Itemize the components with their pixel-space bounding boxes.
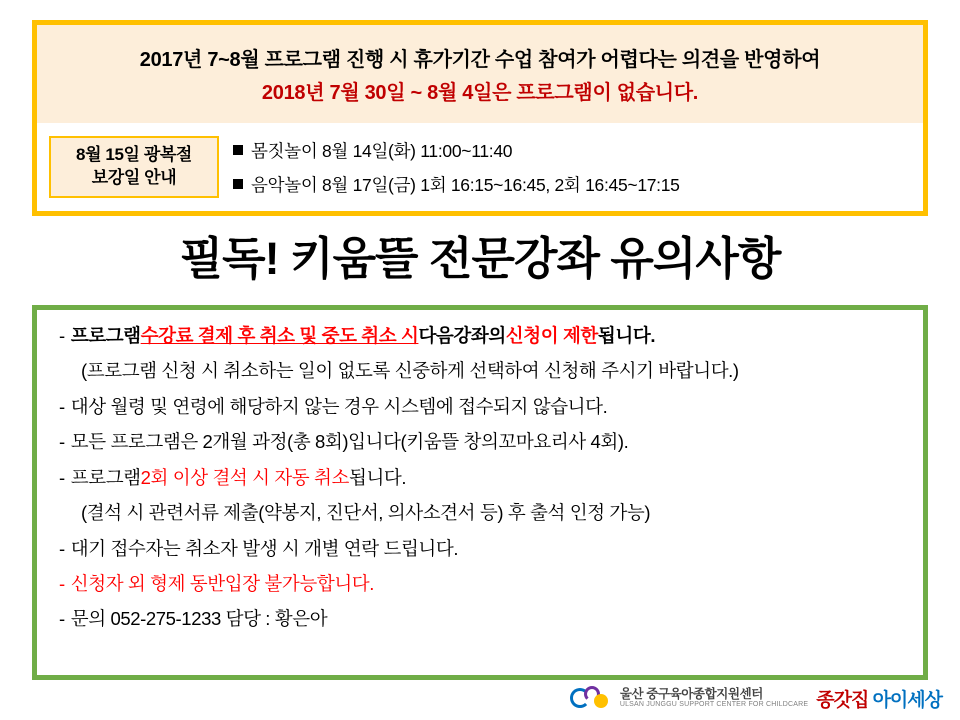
footer-org-en: ULSAN JUNGGU SUPPORT CENTER FOR CHILDCARE xyxy=(619,701,809,709)
dash-bullet-icon: - xyxy=(59,431,65,453)
square-bullet-icon xyxy=(233,145,243,155)
dash-bullet-icon: - xyxy=(59,572,65,594)
note-text-segment: 프로그램 xyxy=(70,466,141,488)
holiday-makeup-list xyxy=(233,138,680,197)
holiday-makeup-tag xyxy=(49,136,219,198)
footer-brand-part-1: 종갓집 xyxy=(816,689,869,711)
note-text-segment: 신청이 제한 xyxy=(505,325,598,346)
footer-brand xyxy=(816,685,942,712)
note-row xyxy=(59,430,905,453)
footer-org-kr: 울산 중구육아종합지원센터 xyxy=(619,686,763,701)
notice-box xyxy=(32,20,928,216)
notice-line-1: 2017년 7~8월 프로그램 진행 시 휴가기간 수업 참여가 어렵다는 의견을 반영하여 xyxy=(139,49,821,71)
footer-brand-part-2: 아이세상 xyxy=(872,689,942,711)
note-text-segment: (프로그램 신청 시 취소하는 일이 없도록 신중하게 선택하여 신청해 주시기 바랍니다.) xyxy=(81,360,739,382)
note-row xyxy=(59,501,905,524)
holiday-tag-line-2: 보강일 안내 xyxy=(91,168,177,187)
notice-body xyxy=(37,123,923,211)
note-text-segment: 대기 접수자는 취소자 발생 시 개별 연락 드립니다. xyxy=(70,537,459,559)
notice-line-2: 2018년 7월 30일 ~ 8월 4일은 프로그램이 없습니다. xyxy=(261,82,699,104)
notes-box xyxy=(32,305,928,680)
note-text-segment: 2회 이상 결석 시 자동 취소 xyxy=(140,466,349,488)
page-title: 필독! 키움뜰 전문강좌 유의사항 xyxy=(179,233,781,284)
note-text-segment: 대상 월령 및 연령에 해당하지 않는 경우 시스템에 접수되지 않습니다. xyxy=(70,396,608,418)
note-row xyxy=(59,572,905,595)
holiday-item-text: 몸짓놀이 8월 14일(화) 11:00~11:40 xyxy=(251,140,513,161)
footer-org-text xyxy=(620,687,808,709)
center-logo-icon xyxy=(570,684,612,712)
note-row xyxy=(59,466,905,489)
holiday-tag-line-1: 8월 15일 광복절 xyxy=(76,145,192,165)
dash-bullet-icon: - xyxy=(59,325,65,346)
holiday-item-text: 음악놀이 8월 17일(금) 1회 16:15~16:45, 2회 16:45~17:15 xyxy=(251,174,680,195)
dash-bullet-icon: - xyxy=(59,608,65,629)
note-row xyxy=(59,607,905,630)
note-text-segment: 됩니다. xyxy=(348,466,407,488)
dash-bullet-icon: - xyxy=(59,396,65,418)
notes-list xyxy=(59,324,905,630)
note-row xyxy=(59,537,905,560)
note-text-segment: 모든 프로그램은 2개월 과정(총 8회)입니다(키움뜰 창의꼬마요리사 4회). xyxy=(70,431,629,453)
note-text-segment: 됩니다. xyxy=(597,325,656,346)
list-item xyxy=(233,138,680,163)
note-row xyxy=(59,324,905,347)
note-row xyxy=(59,359,905,382)
note-text-segment: 문의 052-275-1233 담당 : 황은아 xyxy=(70,608,328,629)
note-text-segment: 프로그램 xyxy=(70,325,141,346)
note-text-segment: (결석 시 관련서류 제출(약봉지, 진단서, 의사소견서 등) 후 출석 인정 가능) xyxy=(81,501,651,523)
note-text-segment: 신청자 외 형제 동반입장 불가능합니다. xyxy=(70,572,375,594)
note-text-segment: 수강료 결제 후 취소 및 중도 취소 시 xyxy=(140,325,419,346)
note-text-segment: 다음강좌의 xyxy=(418,325,506,346)
square-bullet-icon xyxy=(233,179,243,189)
dash-bullet-icon: - xyxy=(59,466,65,488)
notice-header xyxy=(37,25,923,123)
list-item xyxy=(233,172,680,197)
footer-logo xyxy=(570,684,942,712)
dash-bullet-icon: - xyxy=(59,537,65,559)
note-row xyxy=(59,395,905,418)
